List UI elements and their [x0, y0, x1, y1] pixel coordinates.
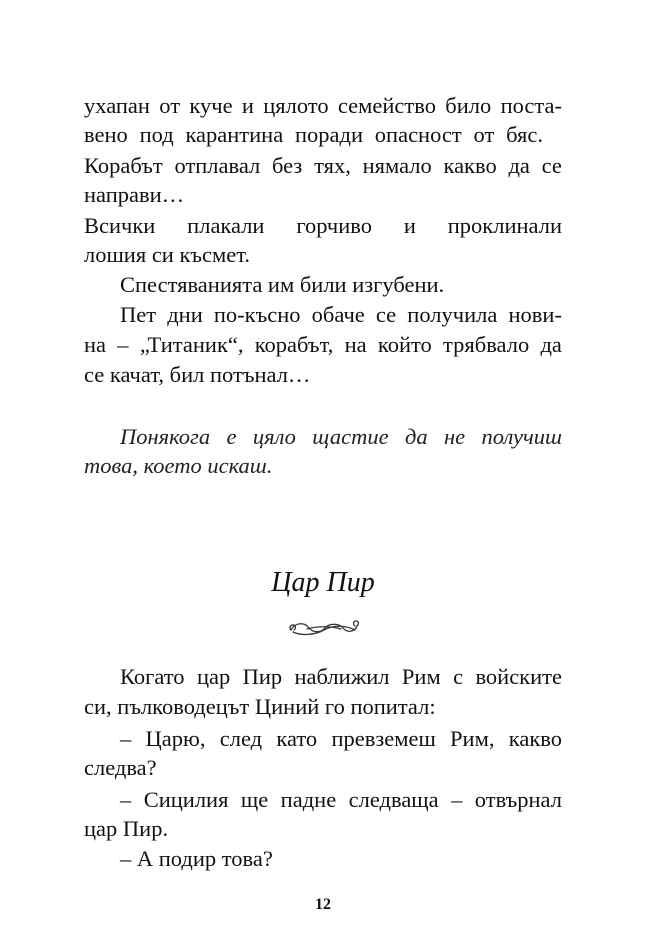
word: било	[445, 93, 492, 118]
word: който	[377, 332, 432, 357]
word: горчиво	[296, 213, 373, 238]
word: –	[117, 332, 129, 357]
word: цяло	[252, 424, 296, 449]
word: на	[84, 332, 107, 357]
word: Корабът	[84, 153, 163, 178]
word: е	[226, 424, 237, 449]
text-line-8	[84, 301, 562, 329]
word: Рим	[401, 664, 441, 689]
page-number: 12	[315, 896, 331, 913]
word: да	[540, 332, 562, 357]
word: Рим,	[450, 726, 495, 751]
word: от	[159, 93, 181, 118]
word: поради	[294, 122, 364, 147]
word: карантина	[185, 122, 284, 147]
text-line-b6: цар Пир.	[84, 816, 169, 841]
flourish-ornament-icon	[287, 616, 361, 640]
word: получила	[407, 302, 498, 327]
word: отвърнал	[474, 787, 562, 812]
word: Всички	[84, 213, 156, 238]
word: куче	[189, 93, 233, 118]
word: под	[139, 122, 174, 147]
text-line-2	[84, 121, 543, 149]
word: превземеш	[331, 726, 436, 751]
word: да	[404, 424, 428, 449]
word: получиш	[481, 424, 562, 449]
word: Когато	[120, 664, 185, 689]
word: Сицилия	[143, 787, 229, 812]
word: с	[453, 664, 464, 689]
text-line-3	[84, 152, 562, 180]
word: и	[241, 93, 254, 118]
word: нямало	[362, 153, 432, 178]
text-line-4: направи…	[84, 182, 185, 207]
word: вено	[84, 122, 128, 147]
word: наближил	[294, 664, 390, 689]
word: „Титаник“,	[139, 332, 244, 357]
word: щастие	[312, 424, 389, 449]
text-line-b5	[84, 786, 562, 814]
text-line-9	[84, 331, 562, 359]
text-line-b7: – А подир това?	[120, 846, 273, 871]
word: –	[451, 787, 463, 812]
word: да	[508, 153, 530, 178]
moral-line-1	[84, 423, 562, 451]
word: като	[276, 726, 318, 751]
word: трябвало	[443, 332, 530, 357]
word: ще	[240, 787, 269, 812]
word: семейство	[337, 93, 436, 118]
word: проклинали	[447, 213, 562, 238]
word: и	[403, 213, 416, 238]
text-line-10: се качат, бил потънал…	[84, 362, 311, 387]
word: войските	[475, 664, 562, 689]
book-page	[84, 0, 562, 945]
text-line-b4: следва?	[84, 755, 157, 780]
word: дни	[167, 302, 203, 327]
word: Понякога	[120, 424, 211, 449]
text-line-6: лошия си късмет.	[84, 242, 251, 267]
word: по-късно	[213, 302, 301, 327]
word: Пет	[120, 302, 157, 327]
text-line-5	[84, 212, 562, 240]
text-line-b3	[84, 725, 562, 753]
text-line-b2: си, пълководецът Циний го попитал:	[84, 694, 436, 719]
word: какво	[508, 726, 562, 751]
word: –	[120, 726, 132, 751]
text-line-b1	[84, 663, 562, 691]
word: цар	[196, 664, 231, 689]
word: плакали	[187, 213, 265, 238]
moral-line-2: това, което искаш.	[84, 453, 273, 478]
word: опасност	[374, 122, 462, 147]
text-line-7: Спестяванията им били изгубени.	[120, 272, 445, 297]
chapter-title: Цар Пир	[271, 567, 375, 598]
word: без	[272, 153, 303, 178]
word: –	[120, 787, 132, 812]
word: се	[375, 302, 397, 327]
word: обаче	[311, 302, 365, 327]
word: поста-	[500, 93, 562, 118]
word: се	[541, 153, 562, 178]
word: отплавал	[174, 153, 261, 178]
word: не	[444, 424, 466, 449]
word: на	[344, 332, 367, 357]
word: падне	[280, 787, 337, 812]
word: тях,	[314, 153, 351, 178]
word: нови-	[508, 302, 562, 327]
word: Царю,	[145, 726, 206, 751]
text-line-1	[84, 92, 562, 120]
word: бяс.	[506, 122, 543, 147]
word: цялото	[263, 93, 329, 118]
word: от	[473, 122, 495, 147]
word: корабът,	[254, 332, 334, 357]
word: следваща	[348, 787, 439, 812]
word: ухапан	[84, 93, 150, 118]
word: какво	[443, 153, 497, 178]
word: след	[219, 726, 263, 751]
word: Пир	[242, 664, 283, 689]
